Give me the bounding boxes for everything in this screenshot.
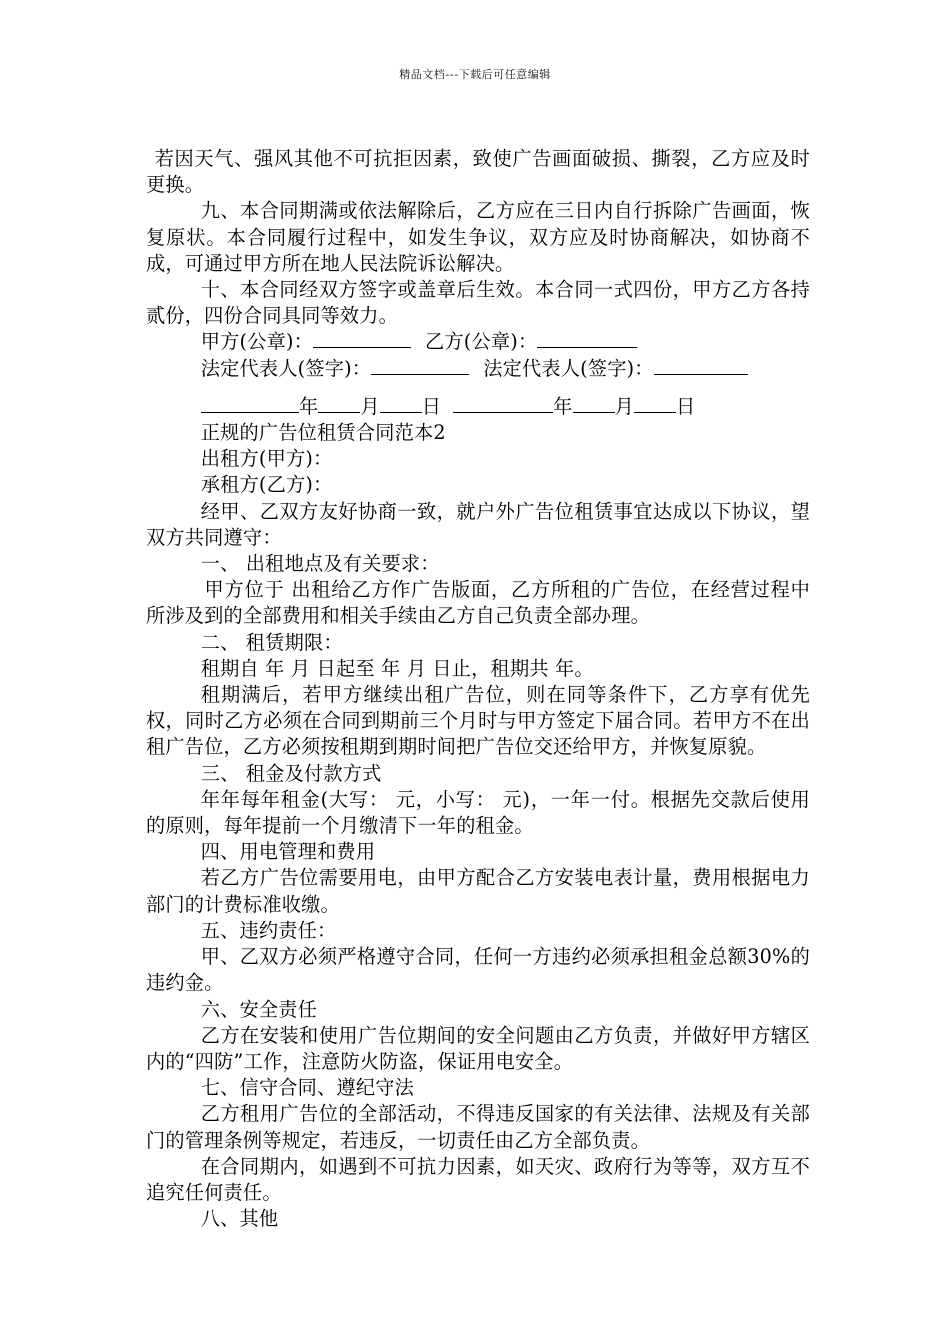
party-a-seal-label: 甲方(公章)： <box>200 330 314 354</box>
paragraph-breach: 甲、乙双方必须严格遵守合同，任何一方违约必须承担租金总额30%的违约金。 <box>146 945 810 995</box>
date-b-month-label: 月 <box>614 394 634 418</box>
party-a-rep-label: 法定代表人(签字)： <box>200 356 372 380</box>
document-body <box>146 146 810 1232</box>
date-a-day-label: 日 <box>421 394 442 418</box>
paragraph-force-majeure: 若因天气、强风其他不可抗拒因素，致使广告画面破损、撕裂，乙方应及时更换。 <box>146 147 810 197</box>
paragraph-safety: 乙方在安装和使用广告位期间的安全问题由乙方负责，并做好甲方辖区内的“四防”工作，注意防火防盗，保证用电安全。 <box>146 1023 810 1073</box>
heading-compliance: 七、信守合同、遵纪守法 <box>200 1076 414 1100</box>
paragraph-force-majeure-2: 在合同期内，如遇到不可抗力因素，如天灾、政府行为等等，双方互不追究任何责任。 <box>146 1154 810 1204</box>
signature-line <box>146 356 810 382</box>
heading-breach: 五、违约责任： <box>200 918 337 942</box>
party-a-seal-blank <box>313 329 411 348</box>
date-b-year-label: 年 <box>553 394 573 418</box>
paragraph-rent: 年年每年租金(大写： 元，小写： 元)，一年一付。根据先交款后使用的原则，每年提前一个月缴清下一年的租金。 <box>146 787 810 838</box>
seal-line <box>146 329 810 355</box>
paragraph-compliance: 乙方租用广告位的全部活动，不得违反国家的有关法律、法规及有关部门的管理条例等规定，若违反，一切责任由乙方全部负责。 <box>146 1102 810 1152</box>
date-b-day-blank <box>634 394 676 413</box>
heading-location: 一、 出租地点及有关要求： <box>200 552 440 576</box>
date-b-year-blank <box>453 394 553 413</box>
paragraph-renewal: 租期满后，若甲方继续出租广告位，则在同等条件下，乙方享有优先权，同时乙方必须在合同到期前三个月时与甲方签定下届合同。若甲方不在出租广告位，乙方必须按租期到期时间把广告位交还给甲方，并恢复原貌。 <box>146 683 810 759</box>
party-b-rep-blank <box>654 356 740 375</box>
heading-electricity: 四、用电管理和费用 <box>200 840 376 864</box>
party-b-rep-label: 法定代表人(签字)： <box>483 356 654 380</box>
date-a-month-label: 月 <box>360 394 380 418</box>
signature-overflow-blank <box>740 356 748 375</box>
paragraph-electricity: 若乙方广告位需要用电，由甲方配合乙方安装电表计量，费用根据电力部门的计费标准收缴。 <box>146 866 810 916</box>
heading-rent: 三、 租金及付款方式 <box>200 761 382 785</box>
paragraph-clause-10: 十、本合同经双方签字或盖章后生效。本合同一式四份，甲方乙方各持贰份，四份合同具同等效力。 <box>146 278 810 328</box>
page-header: 精品文档---下载后可任意编辑 <box>399 68 551 81</box>
heading-term: 二、 租赁期限： <box>200 630 343 654</box>
date-b-month-blank <box>573 394 615 413</box>
paragraph-term: 租期自 年 月 日起至 年 月 日止，租期共 年。 <box>200 656 594 680</box>
date-a-year-label: 年 <box>299 394 319 418</box>
party-b-seal-blank <box>537 329 637 348</box>
paragraph-clause-9: 九、本合同期满或依法解除后，乙方应在三日内自行拆除广告画面，恢复原状。本合同履行过程中，如发生争议，双方应及时协商解决，如协商不成，可通过甲方所在地人民法院诉讼解决。 <box>146 199 810 275</box>
party-a-rep-blank <box>371 356 469 375</box>
party-b-seal-label: 乙方(公章)： <box>425 330 538 354</box>
lessor-line: 出租方(甲方)： <box>200 447 333 471</box>
contract-title: 正规的广告位租赁合同范本2 <box>200 421 446 445</box>
heading-other: 八、其他 <box>200 1207 279 1231</box>
date-line <box>146 394 810 420</box>
paragraph-location: 甲方位于 出租给乙方作广告版面，乙方所租的广告位，在经营过程中所涉及到的全部费用和相关手续由乙方自己负责全部办理。 <box>146 578 810 628</box>
date-a-month-blank <box>318 394 360 413</box>
paragraph-preamble: 经甲、乙双方友好协商一致，就户外广告位租赁事宜达成以下协议，望双方共同遵守： <box>146 499 810 549</box>
date-a-day-blank <box>380 394 422 413</box>
heading-safety: 六、安全责任 <box>200 997 318 1021</box>
lessee-line: 承租方(乙方)： <box>200 473 333 497</box>
date-a-year-blank <box>201 394 299 413</box>
date-b-day-label: 日 <box>675 394 696 418</box>
